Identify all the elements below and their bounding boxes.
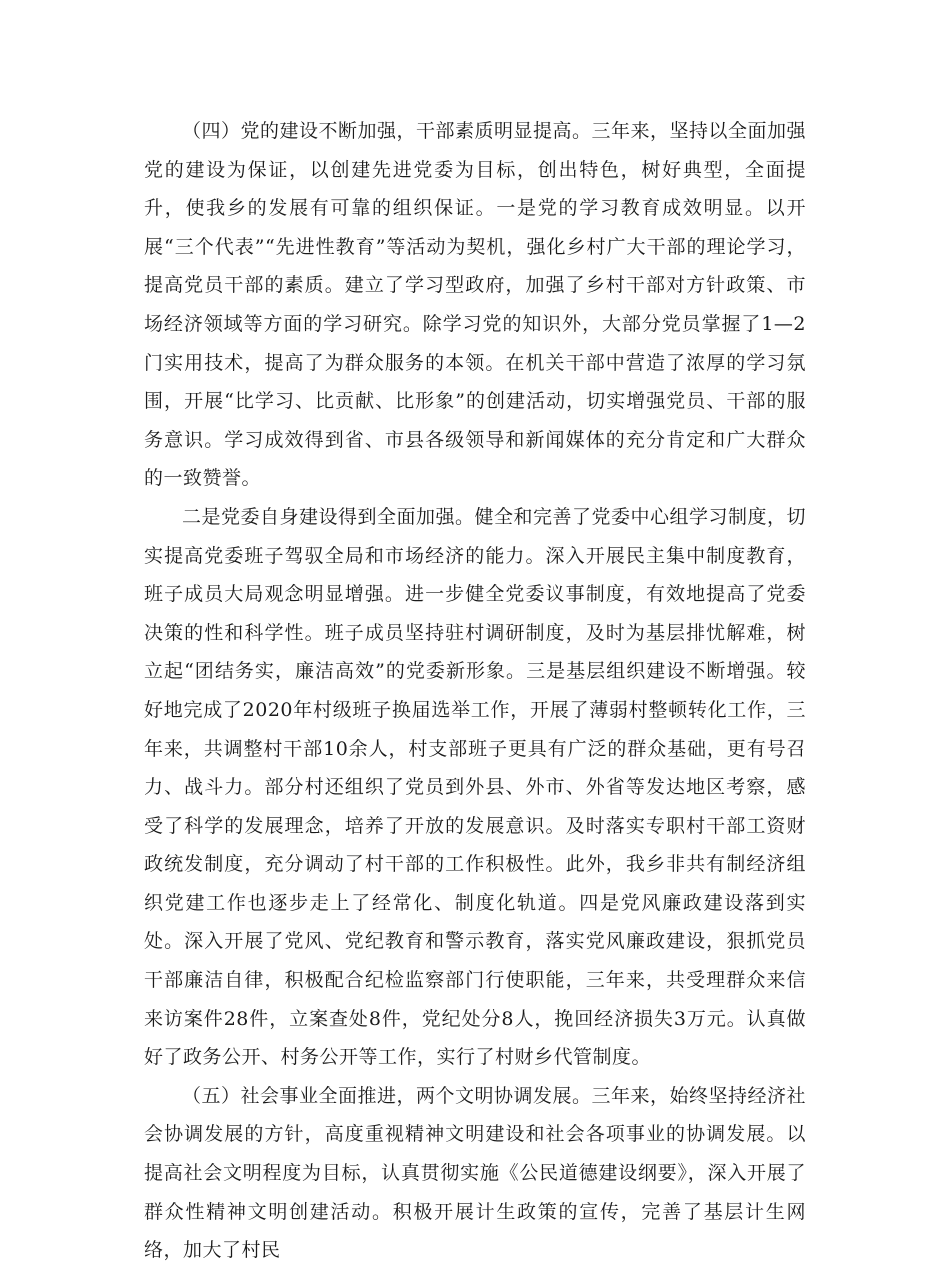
paragraph-social-affairs: （五）社会事业全面推进，两个文明协调发展。三年来，始终坚持经济社会协调发展的方针，高度重视精神文明建设和社会各项事业的协调发展。以提高社会文明程度为目标，认真贯彻实施《公民道德建设纲要》，深入开展了群众性精神文明创建活动。积极开展计生政策的宣传，完善了基层计生网络，加大了村民 (144, 1084, 807, 1262)
document-body (144, 112, 806, 1270)
paragraph-party-building: （四）党的建设不断加强，干部素质明显提高。三年来，坚持以全面加强党的建设为保证，以创建先进党委为目标，创出特色，树好典型，全面提升，使我乡的发展有可靠的组织保证。一是党的学习教育成效明显。以开展“三个代表”“先进性教育”等活动为契机，强化乡村广大干部的理论学习，提高党员干部的素质。建立了学习型政府，加强了乡村干部对方针政策、市场经济领域等方面的学习研究。除学习党的知识外，大部分党员掌握了1—2门实用技术，提高了为群众服务的本领。在机关干部中营造了浓厚的学习氛围，开展“比学习、比贡献、比形象”的创建活动，切实增强党员、干部的服务意识。学习成效得到省、市县各级领导和新闻媒体的充分肯定和广大群众的一致赞誉。 (144, 120, 807, 490)
paragraph-committee-building: 二是党委自身建设得到全面加强。健全和完善了党委中心组学习制度，切实提高党委班子驾驭全局和市场经济的能力。深入开展民主集中制度教育，班子成员大局观念明显增强。进一步健全党委议事制度，有效地提高了党委决策的性和科学性。班子成员坚持驻村调研制度，及时为基层排忧解难，树立起“团结务实，廉洁高效”的党委新形象。三是基层组织建设不断增强。较好地完成了2020年村级班子换届选举工作，开展了薄弱村整顿转化工作，三年来，共调整村干部10余人，村支部班子更具有广泛的群众基础，更有号召力、战斗力。部分村还组织了党员到外县、外市、外省等发达地区考察，感受了科学的发展理念，培养了开放的发展意识。及时落实专职村干部工资财政统发制度，充分调动了村干部的工作积极性。此外，我乡非共有制经济组织党建工作也逐步走上了经常化、制度化轨道。四是党风廉政建设落到实处。深入开展了党风、党纪教育和警示教育，落实党风廉政建设，狠抓党员干部廉洁自律，积极配合纪检监察部门行使职能，三年来，共受理群众来信来访案件28件，立案查处8件，党纪处分8人，挽回经济损失3万元。认真做好了政务公开、村务公开等工作，实行了村财乡代管制度。 (144, 505, 807, 1069)
